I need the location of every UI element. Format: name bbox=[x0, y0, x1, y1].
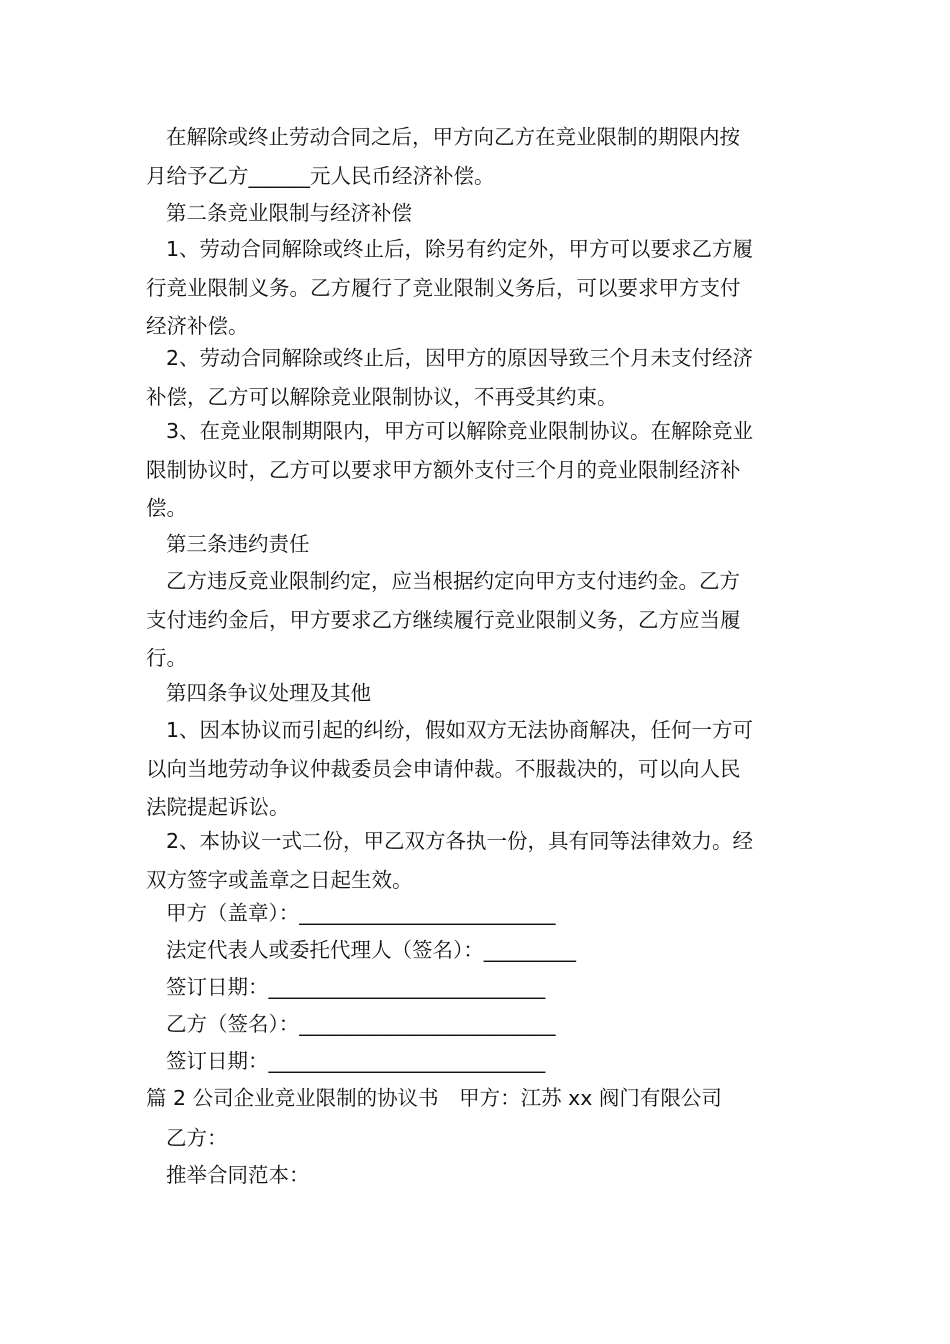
text-line: 2、本协议一式二份，甲乙双方各执一份，具有同等法律效力。经 bbox=[166, 829, 754, 853]
text-line: 乙方违反竞业限制约定，应当根据约定向甲方支付违约金。乙方 bbox=[166, 569, 740, 593]
text-line: 篇 2 公司企业竞业限制的协议书 甲方：江苏 xx 阀门有限公司 bbox=[146, 1086, 722, 1110]
text-line: 法院提起诉讼。 bbox=[146, 795, 290, 819]
text-line: 第三条违约责任 bbox=[166, 532, 310, 556]
text-line: 双方签字或盖章之日起生效。 bbox=[146, 867, 413, 892]
signature-party-a bbox=[146, 894, 810, 933]
text-line: 签订日期：___________________________ bbox=[166, 975, 546, 999]
paragraph-article-3 bbox=[146, 562, 810, 678]
heading-article-3 bbox=[146, 525, 810, 564]
text-line: 法定代表人或委托代理人（签名）：_________ bbox=[166, 938, 576, 962]
text-line: 甲方（盖章）：_________________________ bbox=[166, 901, 556, 925]
text-line: 以向当地劳动争议仲裁委员会申请仲裁。不服裁决的，可以向人民 bbox=[146, 756, 741, 781]
signature-representative bbox=[146, 931, 810, 970]
text-line: 经济补偿。 bbox=[146, 314, 249, 338]
text-line: 月给予乙方______元人民币经济补偿。 bbox=[146, 163, 495, 188]
signature-party-b bbox=[146, 1005, 810, 1044]
paragraph-article-4-item-1 bbox=[146, 711, 810, 827]
text-line: 签订日期：___________________________ bbox=[166, 1049, 546, 1073]
text-line: 2、劳动合同解除或终止后，因甲方的原因导致三个月未支付经济 bbox=[166, 346, 754, 370]
template-label bbox=[146, 1156, 810, 1195]
text-line: 1、因本协议而引起的纠纷，假如双方无法协商解决，任何一方可 bbox=[166, 718, 754, 742]
signing-date-b bbox=[146, 1042, 810, 1081]
text-line: 行竞业限制义务。乙方履行了竞业限制义务后，可以要求甲方支付 bbox=[146, 275, 741, 300]
text-line: 在解除或终止劳动合同之后，甲方向乙方在竞业限制的期限内按 bbox=[166, 125, 740, 149]
text-line: 乙方（签名）：_________________________ bbox=[166, 1012, 556, 1036]
signing-date-a bbox=[146, 968, 810, 1007]
party-b-label bbox=[146, 1119, 810, 1158]
text-line: 推举合同范本： bbox=[166, 1163, 310, 1187]
paragraph-article-4-item-2 bbox=[146, 822, 810, 899]
heading-article-4 bbox=[146, 674, 810, 713]
text-line: 乙方： bbox=[166, 1126, 228, 1150]
text-line: 限制协议时，乙方可以要求甲方额外支付三个月的竞业限制经济补 bbox=[146, 457, 741, 482]
text-line: 支付违约金后，甲方要求乙方继续履行竞业限制义务，乙方应当履 bbox=[146, 607, 741, 632]
heading-article-2 bbox=[146, 194, 810, 233]
text-line: 偿。 bbox=[146, 496, 187, 520]
paragraph-article-2-item-1 bbox=[146, 230, 810, 346]
paragraph-article-2-item-2 bbox=[146, 339, 810, 416]
text-line: 第二条竞业限制与经济补偿 bbox=[166, 201, 412, 225]
text-line: 1、劳动合同解除或终止后，除另有约定外，甲方可以要求乙方履 bbox=[166, 237, 754, 261]
paragraph-article-2-item-3 bbox=[146, 412, 810, 528]
text-line: 3、在竞业限制期限内，甲方可以解除竞业限制协议。在解除竞业 bbox=[166, 419, 754, 443]
section-2-title bbox=[146, 1079, 810, 1118]
text-line: 补偿，乙方可以解除竞业限制协议，不再受其约束。 bbox=[146, 384, 618, 409]
text-line: 第四条争议处理及其他 bbox=[166, 681, 371, 705]
text-line: 行。 bbox=[146, 646, 187, 670]
paragraph-compensation bbox=[146, 118, 810, 195]
